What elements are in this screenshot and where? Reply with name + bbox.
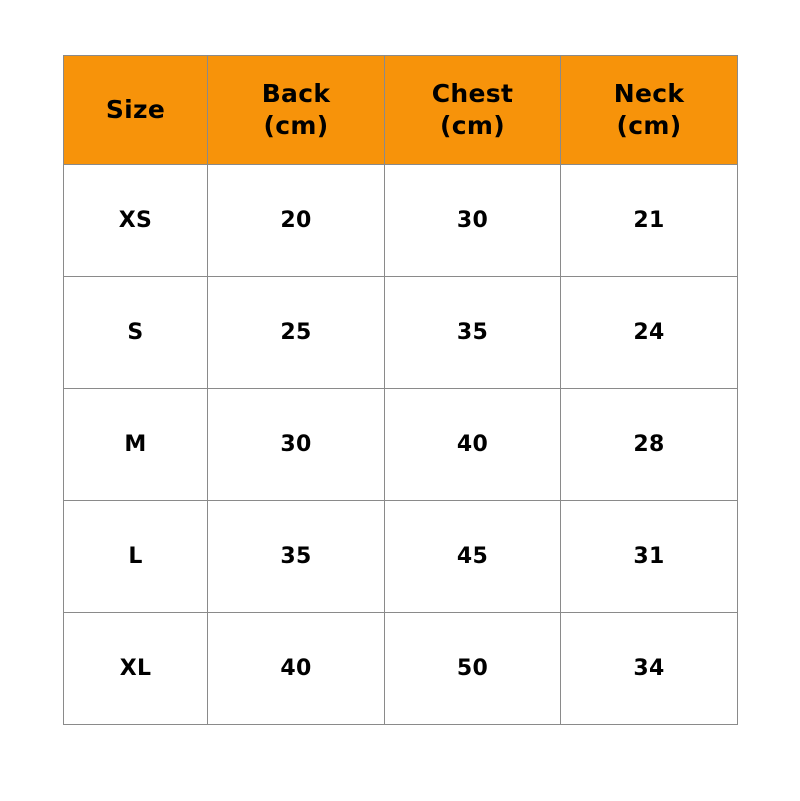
table-row [64, 277, 738, 389]
header-cell-back [208, 56, 385, 165]
cell-back: 20 [208, 165, 385, 277]
cell-neck: 34 [561, 613, 738, 725]
cell-chest: 45 [385, 501, 561, 613]
header-cell-neck [561, 56, 738, 165]
cell-size: XS [64, 165, 208, 277]
header-label-back: Back [261, 79, 331, 108]
cell-size: L [64, 501, 208, 613]
size-chart-table [63, 55, 738, 725]
cell-size: XL [64, 613, 208, 725]
size-chart-container [63, 55, 737, 721]
cell-size: M [64, 389, 208, 501]
header-label-neck: Neck [613, 79, 685, 108]
header-label-size: Size [105, 95, 166, 124]
table-header [64, 56, 738, 165]
header-label-chest: Chest [431, 79, 514, 108]
cell-back: 30 [208, 389, 385, 501]
cell-neck: 21 [561, 165, 738, 277]
header-unit-neck: (cm) [616, 111, 682, 140]
header-row [64, 56, 738, 165]
header-cell-chest [385, 56, 561, 165]
cell-back: 25 [208, 277, 385, 389]
cell-back: 35 [208, 501, 385, 613]
cell-chest: 40 [385, 389, 561, 501]
cell-chest: 35 [385, 277, 561, 389]
table-row [64, 389, 738, 501]
header-cell-size [64, 56, 208, 165]
header-unit-chest: (cm) [440, 111, 505, 140]
cell-back: 40 [208, 613, 385, 725]
cell-neck: 28 [561, 389, 738, 501]
table-row [64, 613, 738, 725]
header-unit-back: (cm) [263, 111, 329, 140]
table-row [64, 165, 738, 277]
cell-size: S [64, 277, 208, 389]
cell-chest: 50 [385, 613, 561, 725]
table-body [64, 165, 738, 725]
cell-neck: 31 [561, 501, 738, 613]
cell-chest: 30 [385, 165, 561, 277]
cell-neck: 24 [561, 277, 738, 389]
table-row [64, 501, 738, 613]
